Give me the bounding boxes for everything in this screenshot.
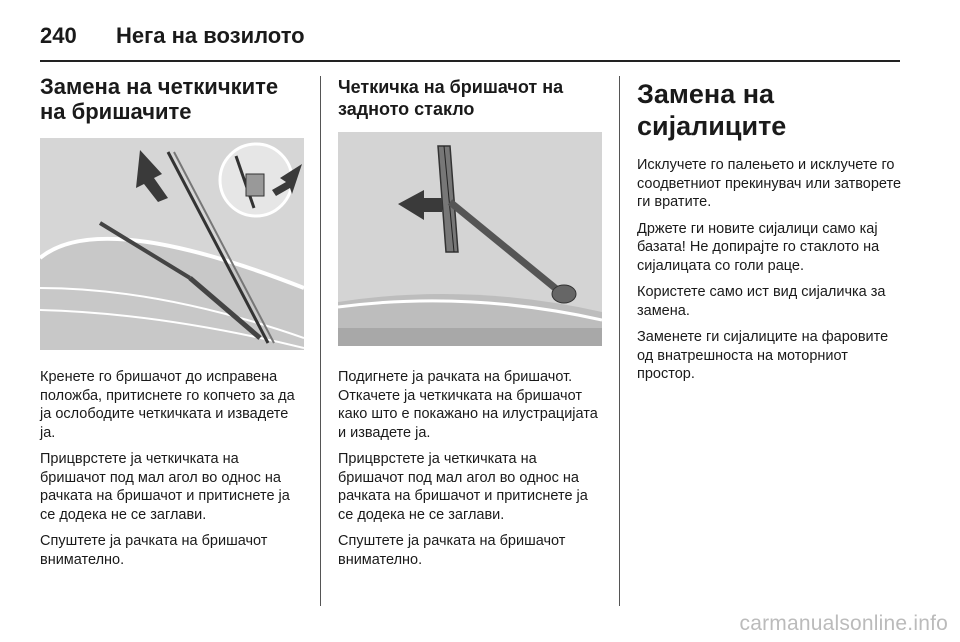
bulb-step-1: Исклучете го палењето и исклучете го соодветниот прекинувач или затворете ги вратите. — [637, 157, 902, 210]
heading-front-wiper: Замена на четкичките на бришачите — [40, 74, 279, 124]
rear-wiper-illustration — [338, 132, 602, 346]
rear-wiper-step-2: Прицврстете ја четкичката на бришачот под мал агол во однос на рачката на бришачот и притиснете ја се додека не се заглави. — [338, 451, 588, 523]
column-divider — [320, 76, 321, 606]
front-wiper-step-3: Спуштете ја рачката на бришачот внимателно. — [40, 533, 268, 568]
front-wiper-step-2: Прицврстете ја четкичката на бришачот под мал агол во однос на рачката на бришачот и притиснете ја се додека не се заглави. — [40, 451, 290, 523]
column-bulb-replacement — [637, 74, 903, 392]
page-number: 240 — [40, 23, 77, 48]
column-front-wiper — [40, 74, 304, 577]
column-divider — [619, 76, 620, 606]
section-title: Нега на возилото — [116, 23, 305, 48]
heading-rear-wiper: Четкичка на бришачот на задното стакло — [338, 77, 564, 119]
bulb-step-4: Заменете ги сијалиците на фаровите од внатрешноста на моторниот простор. — [637, 329, 889, 382]
bulb-step-2: Држете ги новите сијалици само кај базата! Не допирајте го стаклото на сијалицата со голи раце. — [637, 220, 880, 274]
rear-wiper-step-1: Подигнете ја рачката на бришачот. Откачете ја четкичката на бришачот како што е покажано на илустрацијата и извадете ја. — [338, 369, 598, 441]
header-rule — [40, 60, 900, 62]
watermark: carmanualsonline.info — [739, 612, 948, 635]
front-wiper-illustration — [40, 138, 304, 350]
page-header — [40, 14, 900, 58]
column-rear-wiper — [338, 74, 602, 577]
rear-wiper-step-3: Спуштете ја рачката на бришачот внимателно. — [338, 533, 566, 568]
heading-bulb-replacement: Замена на сијалиците — [637, 79, 787, 141]
bulb-step-3: Користете само ист вид сијаличка за замена. — [637, 284, 886, 319]
front-wiper-step-1: Кренете го бришачот до исправена положба, притиснете го копчето за да ја ослободите четкичката и извадете ја. — [40, 369, 295, 441]
